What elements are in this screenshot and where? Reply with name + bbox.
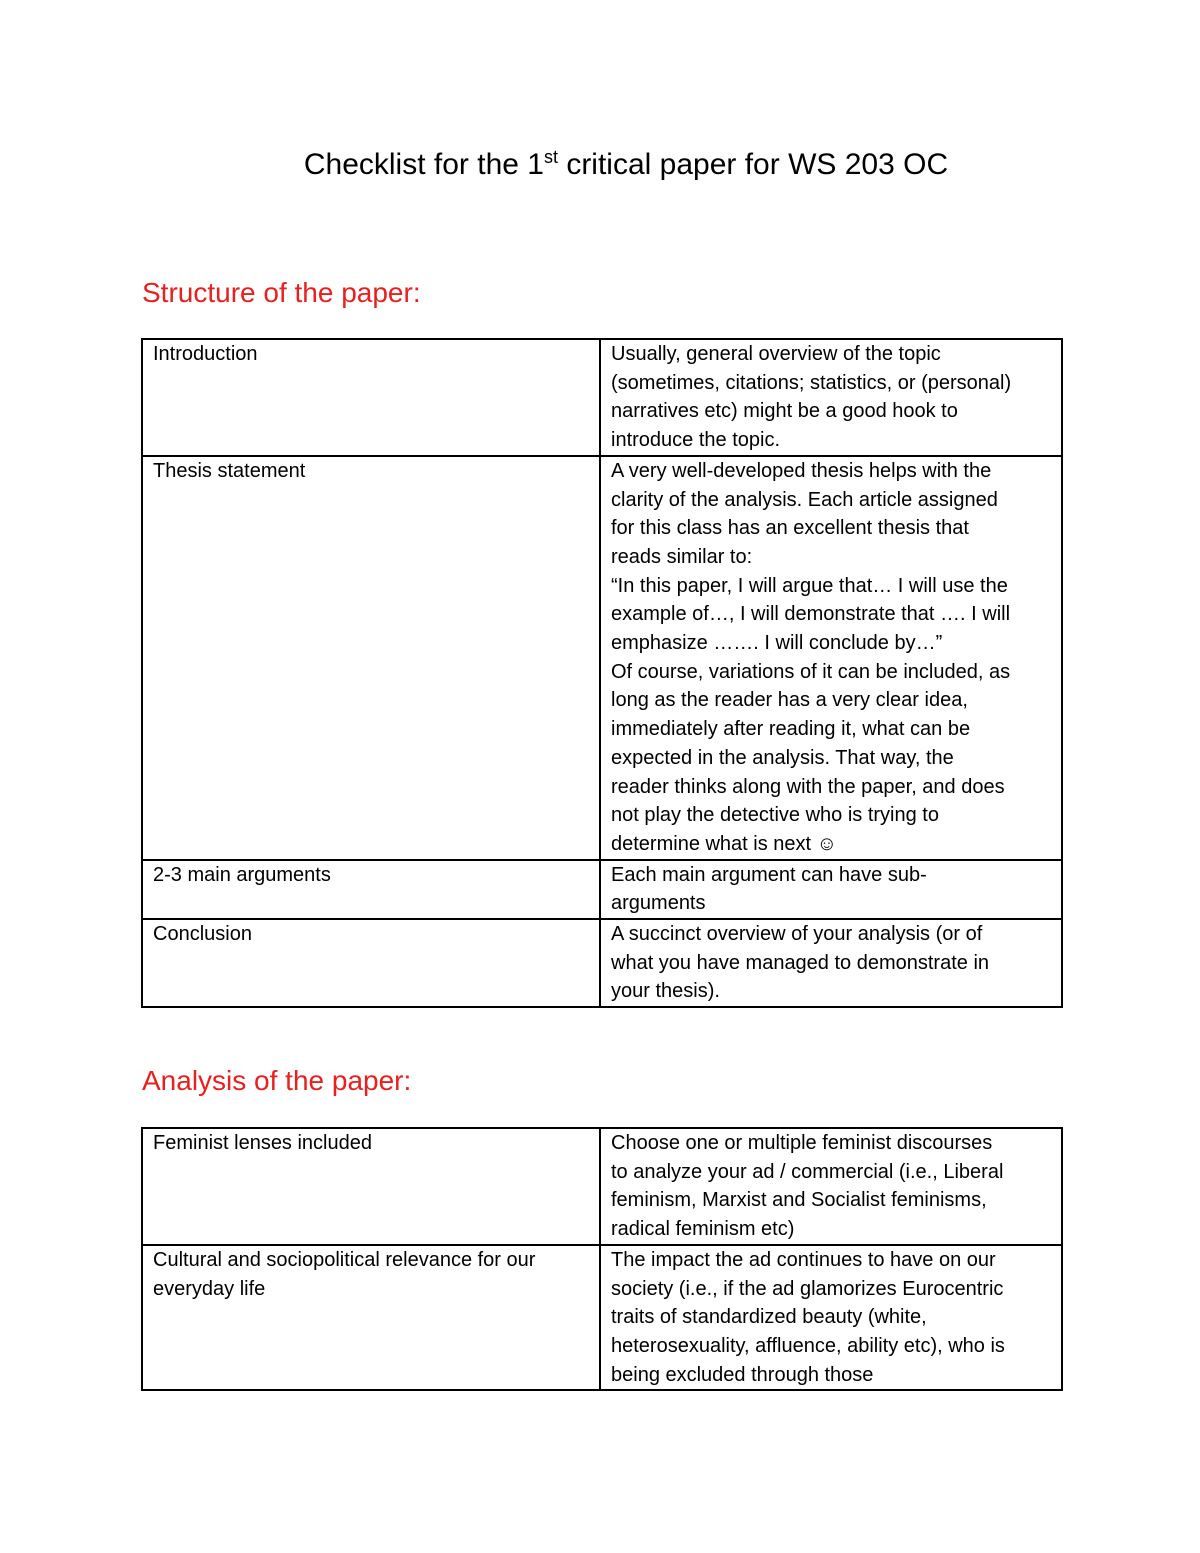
analysis-table (141, 1127, 1063, 1391)
table-row (142, 1128, 1062, 1245)
table-cell-description (600, 919, 1062, 1007)
title-suffix: critical paper for WS 203 OC (557, 148, 949, 181)
structure-section-heading: Structure of the paper: (142, 277, 421, 308)
table-cell-description (600, 1245, 1062, 1391)
table-row (142, 456, 1062, 860)
table-cell-item (142, 860, 600, 919)
title-prefix: Checklist for the 1 (303, 148, 544, 181)
table-cell-item (142, 339, 600, 456)
item-description: The impact the ad continues to have on our society (i.e., if the ad glamorizes Eurocentric traits of standardized beauty (white, heterosexuality, affluence, ability etc), who is being excluded through those (611, 1248, 1005, 1386)
item-label: Introduction (153, 343, 258, 365)
title-superscript: st (543, 147, 558, 167)
table-cell-description (600, 339, 1062, 456)
item-description: Each main argument can have sub- arguments (611, 863, 927, 915)
item-description: Usually, general overview of the topic (sometimes, citations; statistics, or (personal) narratives etc) might be a good hook to introduce the topic. (611, 343, 1012, 452)
item-label: Conclusion (153, 923, 252, 946)
item-description: A succinct overview of your analysis (or of what you have managed to demonstrate in your thesis). (611, 923, 990, 1003)
table-cell-description (600, 860, 1062, 919)
table-cell-description (600, 1128, 1062, 1245)
table-cell-item (142, 1128, 600, 1245)
item-label: 2-3 main arguments (153, 863, 331, 886)
table-row (142, 339, 1062, 456)
table-cell-description (600, 456, 1062, 860)
structure-table (141, 338, 1063, 1008)
item-label: Thesis statement (153, 459, 306, 482)
analysis-section-heading: Analysis of the paper: (142, 1065, 412, 1096)
table-row (142, 1245, 1062, 1391)
table-cell-item (142, 919, 600, 1007)
table-cell-item (142, 456, 600, 860)
document-title (0, 143, 1200, 187)
table-row (142, 860, 1062, 919)
item-label: Cultural and sociopolitical relevance for our everyday life (153, 1248, 536, 1300)
item-label: Feminist lenses included (153, 1132, 372, 1154)
item-description: Choose one or multiple feminist discourses to analyze your ad / commercial (i.e., Liberal feminism, Marxist and Socialist feminisms, radical feminism etc) (611, 1132, 1004, 1241)
table-cell-item (142, 1245, 600, 1391)
item-description: A very well-developed thesis helps with the clarity of the analysis. Each article assigned for this class has an excellent thesis that reads similar to: “In this paper, I will argue that… I will use the example of…, I will demonstrate that …. I will emphasize ……. I will conclude by…” Of course, variations of it can be included, as long as the reader has a very clear idea, immediately after reading it, what can be expected in the analysis. That way, the reader thinks along with the paper, and does not play the detective who is trying to determine what is next ☺ (611, 459, 1011, 855)
table-row (142, 919, 1062, 1007)
